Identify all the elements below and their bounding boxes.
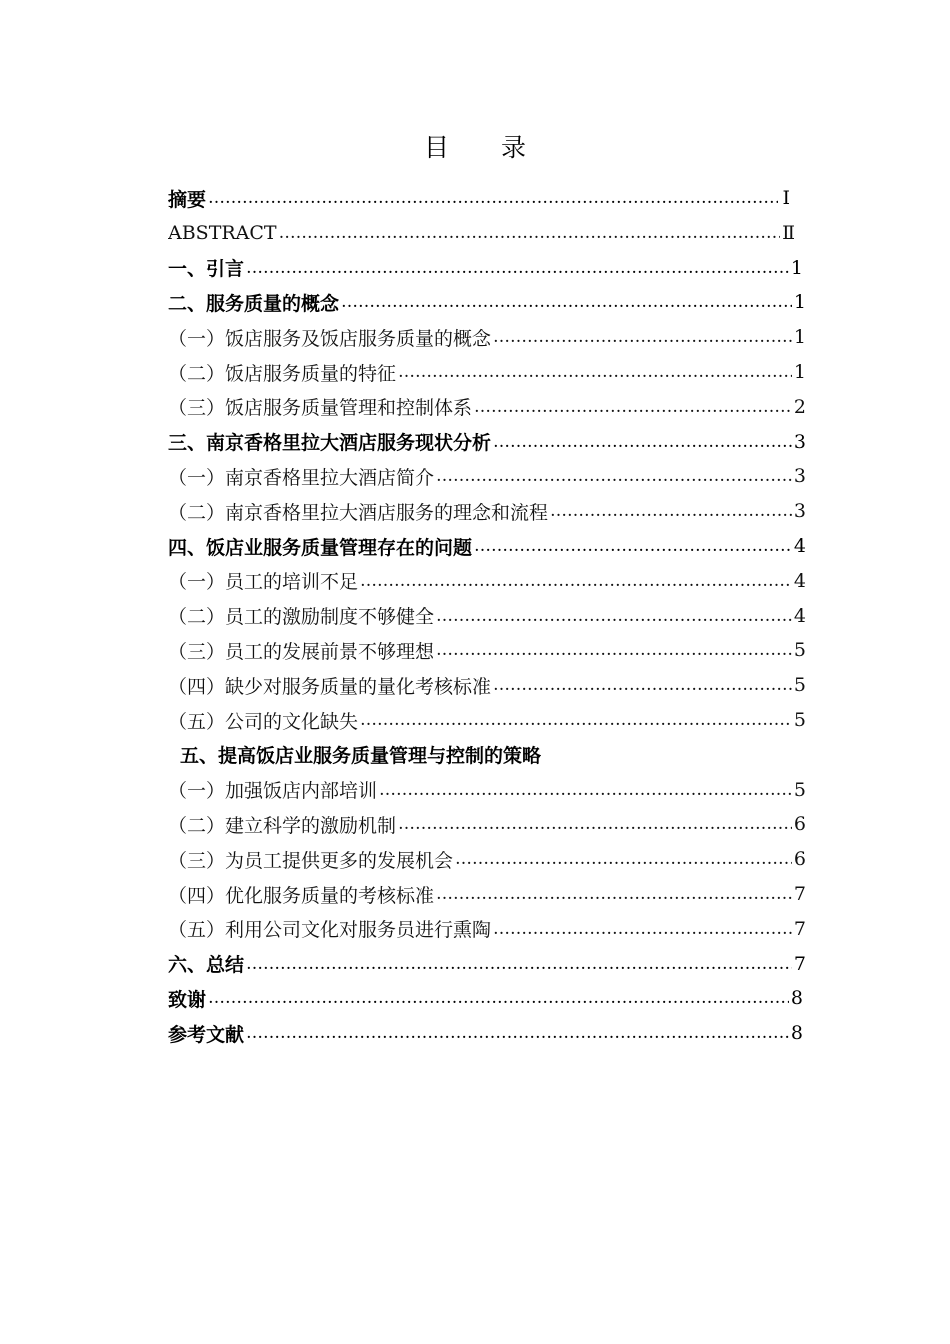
toc-entry-label: 四、饭店业服务质量管理存在的问题 bbox=[168, 536, 473, 559]
toc-leader-dots bbox=[493, 675, 792, 695]
toc-entry-label: （四）优化服务质量的考核标准 bbox=[168, 884, 435, 907]
toc-entry-label: （二）建立科学的激励机制 bbox=[168, 814, 397, 837]
toc-entry-label: 参考文献 bbox=[168, 1023, 245, 1046]
toc-entry-label: （一）南京香格里拉大酒店简介 bbox=[168, 466, 435, 489]
toc-entry[interactable] bbox=[168, 494, 806, 528]
toc-leader-dots bbox=[246, 1023, 789, 1043]
toc-leader-dots bbox=[360, 710, 792, 730]
toc-entry-page: 6 bbox=[793, 813, 806, 836]
toc-leader-dots bbox=[436, 884, 792, 904]
toc-entry-page: 2 bbox=[793, 395, 806, 418]
toc-entry-page: 7 bbox=[793, 883, 806, 905]
toc-leader-dots bbox=[493, 919, 792, 939]
toc-entry-page: 4 bbox=[793, 535, 806, 557]
toc-entry-label: （五）利用公司文化对服务员进行熏陶 bbox=[168, 919, 492, 942]
toc-leader-dots bbox=[398, 814, 792, 834]
toc-leader-dots bbox=[436, 640, 792, 660]
toc-leader-dots bbox=[246, 954, 792, 974]
toc-entry[interactable] bbox=[168, 668, 806, 702]
toc-entry[interactable] bbox=[168, 633, 806, 667]
toc-entry[interactable] bbox=[168, 981, 803, 1015]
toc-leader-dots bbox=[436, 466, 792, 486]
toc-entry[interactable] bbox=[168, 529, 806, 563]
toc-entry-label: （一）员工的培训不足 bbox=[168, 571, 359, 594]
toc-entry[interactable] bbox=[168, 425, 806, 459]
toc-entry[interactable] bbox=[168, 355, 806, 389]
toc-entry-label: ABSTRACT bbox=[168, 221, 277, 244]
toc-entry-label: 六、总结 bbox=[168, 954, 245, 977]
toc-entry[interactable] bbox=[168, 807, 806, 841]
toc-entry-page: 1 bbox=[793, 361, 806, 383]
toc-entry[interactable] bbox=[168, 773, 806, 807]
toc-leader-dots bbox=[493, 432, 792, 452]
toc-entry-page: 8 bbox=[790, 987, 803, 1010]
toc-entry-page: 3 bbox=[793, 430, 806, 453]
toc-entry-page: 4 bbox=[793, 604, 806, 627]
toc-entry[interactable] bbox=[168, 320, 806, 354]
toc-entry-page: 1 bbox=[793, 291, 806, 314]
toc-entry[interactable] bbox=[168, 251, 803, 285]
toc-entry-label: 一、引言 bbox=[168, 258, 245, 281]
toc-entry-page: 8 bbox=[790, 1022, 803, 1045]
toc-leader-dots bbox=[208, 188, 778, 208]
toc-entry-label: （二）饭店服务质量的特征 bbox=[168, 362, 397, 385]
toc-leader-dots bbox=[474, 536, 792, 556]
toc-entry[interactable] bbox=[168, 216, 795, 250]
toc-entry-label: 摘要 bbox=[168, 188, 207, 211]
toc-leader-dots bbox=[379, 780, 792, 800]
toc-entry[interactable] bbox=[168, 285, 806, 319]
toc-entry-page: 4 bbox=[793, 569, 806, 592]
toc-entry-label: （四）缺少对服务质量的量化考核标准 bbox=[168, 675, 492, 698]
toc-entry-label: （五）公司的文化缺失 bbox=[168, 710, 359, 733]
toc-leader-dots bbox=[341, 292, 792, 312]
toc-entry[interactable] bbox=[168, 703, 806, 737]
toc-title: 目 录 bbox=[424, 133, 548, 162]
toc-entry-page: 3 bbox=[793, 500, 806, 523]
toc-entry-page: Ⅱ bbox=[782, 221, 795, 244]
toc-entry[interactable] bbox=[168, 564, 806, 598]
toc-leader-dots bbox=[360, 571, 792, 591]
toc-leader-dots bbox=[398, 362, 792, 382]
toc-entry-page: 5 bbox=[793, 778, 806, 801]
toc-leader-dots bbox=[455, 849, 792, 869]
toc-entry-label: （二）南京香格里拉大酒店服务的理念和流程 bbox=[168, 501, 549, 524]
toc-entry[interactable] bbox=[168, 842, 806, 876]
toc-entry[interactable] bbox=[180, 738, 806, 772]
toc-leader-dots bbox=[474, 397, 792, 417]
toc-entry-page: 5 bbox=[793, 709, 806, 731]
toc-entry-label: 致谢 bbox=[168, 988, 207, 1011]
toc-entry[interactable] bbox=[168, 390, 806, 424]
toc-entry[interactable] bbox=[168, 947, 806, 981]
toc-entry-page: 7 bbox=[793, 917, 806, 940]
toc-entry-label: 五、提高饭店业服务质量管理与控制的策略 bbox=[180, 745, 542, 768]
toc-entry-page: 1 bbox=[793, 326, 806, 349]
toc-leader-dots bbox=[436, 606, 792, 626]
toc-entry[interactable] bbox=[168, 912, 806, 946]
toc-entry-label: （三）饭店服务质量管理和控制体系 bbox=[168, 397, 473, 420]
toc-entry-page: 5 bbox=[793, 639, 806, 662]
toc-leader-dots bbox=[208, 988, 789, 1008]
toc-entry[interactable] bbox=[168, 1016, 803, 1050]
toc-leader-dots bbox=[493, 327, 792, 347]
toc-entry[interactable] bbox=[168, 181, 790, 215]
toc-entry[interactable] bbox=[168, 459, 806, 493]
toc-entry[interactable] bbox=[168, 599, 806, 633]
toc-entry-label: （一）加强饭店内部培训 bbox=[168, 780, 378, 803]
toc-entry-label: （二）员工的激励制度不够健全 bbox=[168, 606, 435, 629]
toc-entry-label: （一）饭店服务及饭店服务质量的概念 bbox=[168, 327, 492, 350]
toc-entry-page: 5 bbox=[793, 674, 806, 697]
toc-entry-label: （三）为员工提供更多的发展机会 bbox=[168, 849, 454, 872]
toc-entry[interactable] bbox=[168, 877, 806, 911]
toc-entry-label: （三）员工的发展前景不够理想 bbox=[168, 640, 435, 663]
toc-entry-page: 6 bbox=[793, 848, 806, 871]
toc-entry-page: 3 bbox=[793, 465, 806, 488]
toc-leader-dots bbox=[550, 501, 792, 521]
toc-entry-page: Ⅰ bbox=[782, 187, 790, 209]
toc-entry-label: 三、南京香格里拉大酒店服务现状分析 bbox=[168, 432, 492, 455]
toc-entry-label: 二、服务质量的概念 bbox=[168, 292, 340, 315]
toc-entry-page: 1 bbox=[790, 256, 803, 279]
toc-entry-page: 7 bbox=[793, 952, 806, 975]
toc-leader-dots bbox=[246, 258, 789, 278]
toc-leader-dots bbox=[279, 223, 780, 243]
